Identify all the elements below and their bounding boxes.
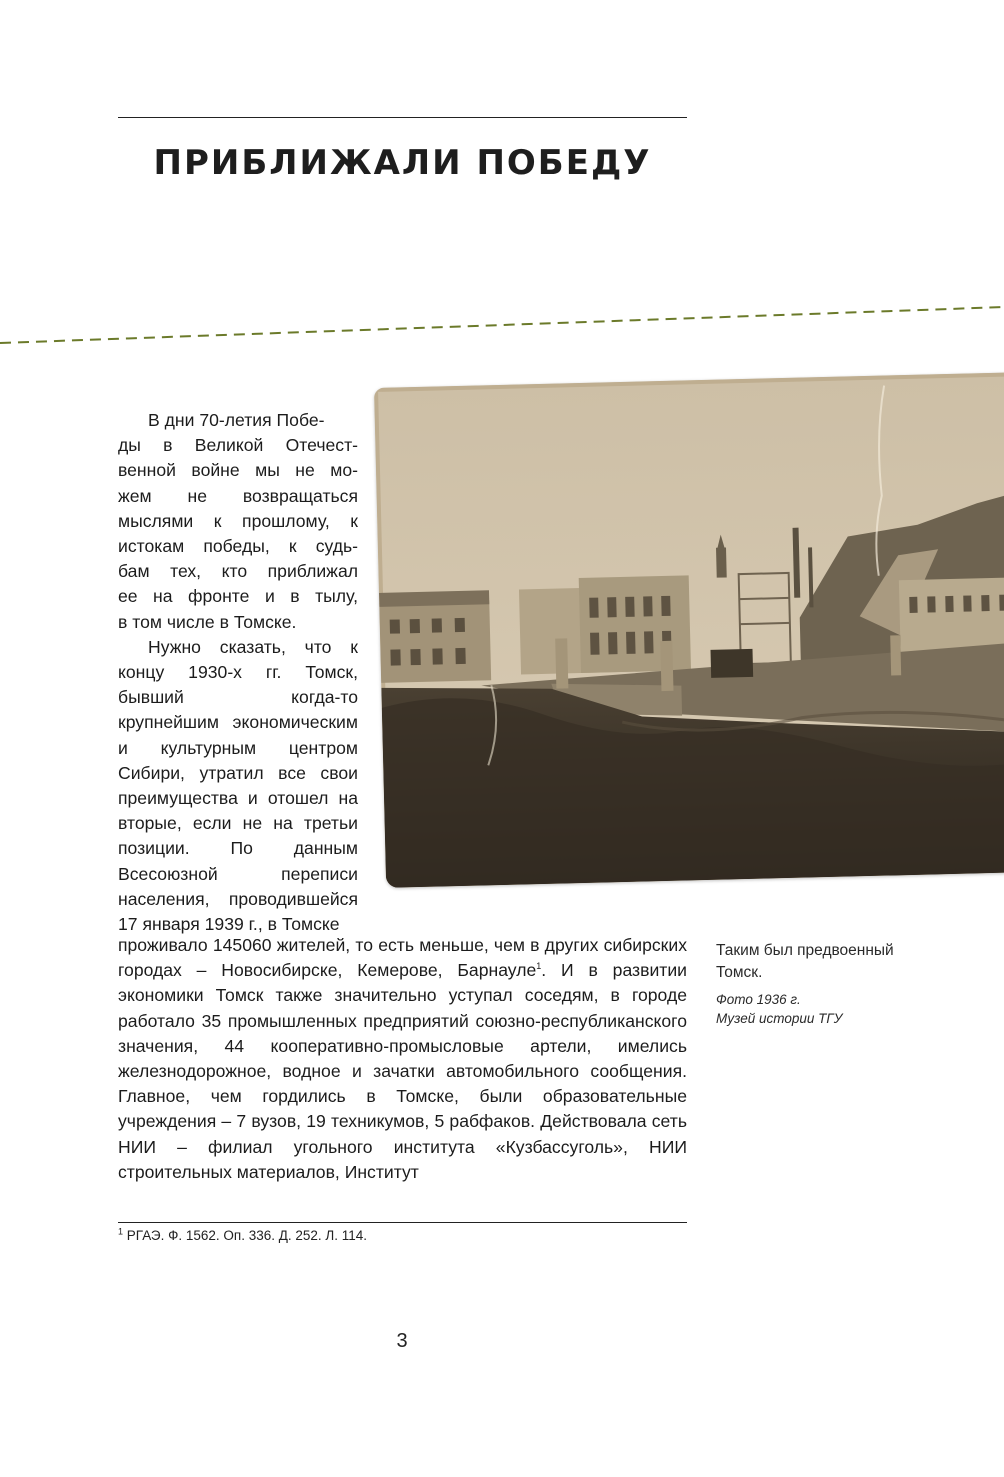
paragraph-intro-line-1: В дни 70-летия Побе- — [148, 410, 325, 430]
paragraph-intro-line-8: ее на фронте и в тылу, — [118, 586, 358, 607]
intro-column — [118, 408, 358, 937]
title-top-rule — [118, 117, 687, 118]
caption-source-museum: Музей истории ТГУ — [716, 1011, 843, 1026]
footnote — [118, 1228, 367, 1243]
footnote-marker: 1 — [118, 1226, 124, 1237]
paragraph-intro-line-9: в том числе в Томске. — [118, 611, 297, 632]
footnote-rule — [118, 1222, 687, 1223]
footnote-text: РГАЭ. Ф. 1562. Оп. 336. Д. 252. Л. 114. — [126, 1228, 368, 1243]
paragraph-intro-line-7: бам тех, кто приближал — [118, 561, 358, 582]
photo-illustration — [374, 372, 1004, 887]
caption-source — [716, 990, 916, 1028]
paragraph-context-wide: проживало 145060 жителей, то есть меньше, чем в других сибирских городах – Новосибирске, Кемерове, Барнауле$^1$. И в развитии экономики Томск также значительно уступал соседям, в городе работало 35 промышленных предприятий союзно-республиканского значения, 44 кооперативно-промысловые артели, имелись железнодорожное, водное и зачатки автомобильного сообщения. Главное, чем гордились в Томске, были образовательные учреждения – 7 вузов, 19 техникумов, 5 рабфаков. Действовала сеть НИИ – филиал угольного института «Кузбассуголь», НИИ строительных материалов, Институт — [118, 935, 687, 1182]
paragraph-intro-line-2: ды в Великой Отечест- — [118, 435, 358, 456]
photo-caption — [716, 940, 916, 1028]
caption-main: Таким был предвоенный Томск. — [716, 942, 894, 981]
paragraph-intro-line-4: жем не возвращаться — [118, 485, 358, 506]
paragraph-context-narrow: Нужно сказать, что к концу 1930-х гг. Томск, бывший когда-то крупнейшим экономическим и культурным центром Сибири, утратил все свои преимущества и отошел на вторые, если не на третьи позиции. По данным Всесоюзной переписи населения, проводившейся 17 января 1939 г., в Томске — [118, 636, 358, 935]
dashed-divider — [0, 300, 1004, 350]
paragraph-intro-line-3: венной войне мы не мо- — [118, 460, 358, 481]
footnote-ref[interactable]: 1 — [536, 961, 542, 972]
historic-photo-tomsk — [374, 372, 1004, 887]
caption-source-year: Фото 1936 г. — [716, 992, 801, 1007]
page-title: ПРИБЛИЖАЛИ ПОБЕДУ — [153, 143, 652, 183]
page-number: 3 — [396, 1330, 408, 1352]
paragraph-intro-line-6: истокам победы, к судь- — [118, 536, 358, 557]
paragraph-intro-line-5: мыслями к прошлому, к — [118, 510, 358, 531]
